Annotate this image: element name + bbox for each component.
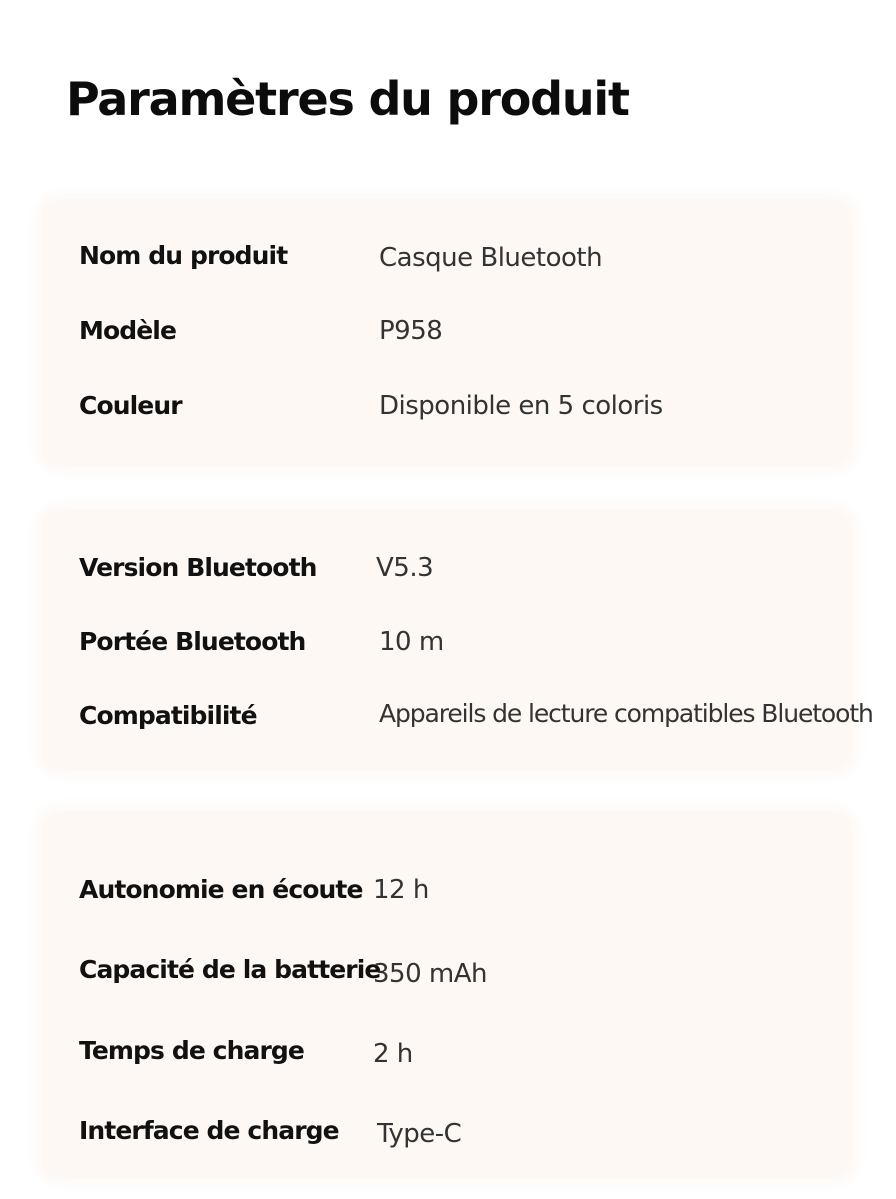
spec-value: Casque Bluetooth — [379, 243, 603, 273]
spec-label: Version Bluetooth — [79, 553, 317, 582]
spec-card-bluetooth — [42, 510, 873, 770]
spec-label: Temps de charge — [79, 1036, 304, 1065]
spec-value: 350 mAh — [373, 959, 487, 989]
spec-card-general — [42, 200, 852, 466]
spec-row-product-name — [42, 236, 852, 276]
spec-label: Autonomie en écoute — [79, 875, 363, 904]
spec-value: V5.3 — [376, 553, 434, 583]
spec-label: Compatibilité — [79, 701, 257, 730]
spec-row-compatibility — [42, 696, 873, 736]
spec-card-battery — [42, 812, 852, 1178]
spec-label: Interface de charge — [79, 1116, 339, 1145]
spec-row-bluetooth-version — [42, 548, 852, 588]
spec-value: Type-C — [377, 1119, 462, 1149]
spec-value: Appareils de lecture compatibles Bluetooth — [379, 699, 873, 728]
spec-row-color — [42, 386, 852, 426]
spec-label: Portée Bluetooth — [79, 627, 306, 656]
spec-row-charging-time — [42, 1031, 852, 1071]
spec-value: 12 h — [373, 875, 429, 905]
spec-value: Disponible en 5 coloris — [379, 391, 663, 421]
page-title: Paramètres du produit — [66, 72, 629, 126]
spec-label: Nom du produit — [79, 241, 288, 270]
spec-row-battery-capacity — [42, 950, 852, 990]
spec-value: 10 m — [379, 627, 444, 657]
spec-label: Modèle — [79, 316, 177, 345]
spec-row-model — [42, 311, 852, 351]
spec-row-playback-time — [42, 870, 852, 910]
spec-value: 2 h — [373, 1039, 413, 1069]
spec-row-charging-interface — [42, 1111, 852, 1151]
spec-row-bluetooth-range — [42, 622, 852, 662]
spec-label: Capacité de la batterie — [79, 955, 381, 984]
spec-value: P958 — [379, 316, 443, 346]
spec-label: Couleur — [79, 391, 182, 420]
